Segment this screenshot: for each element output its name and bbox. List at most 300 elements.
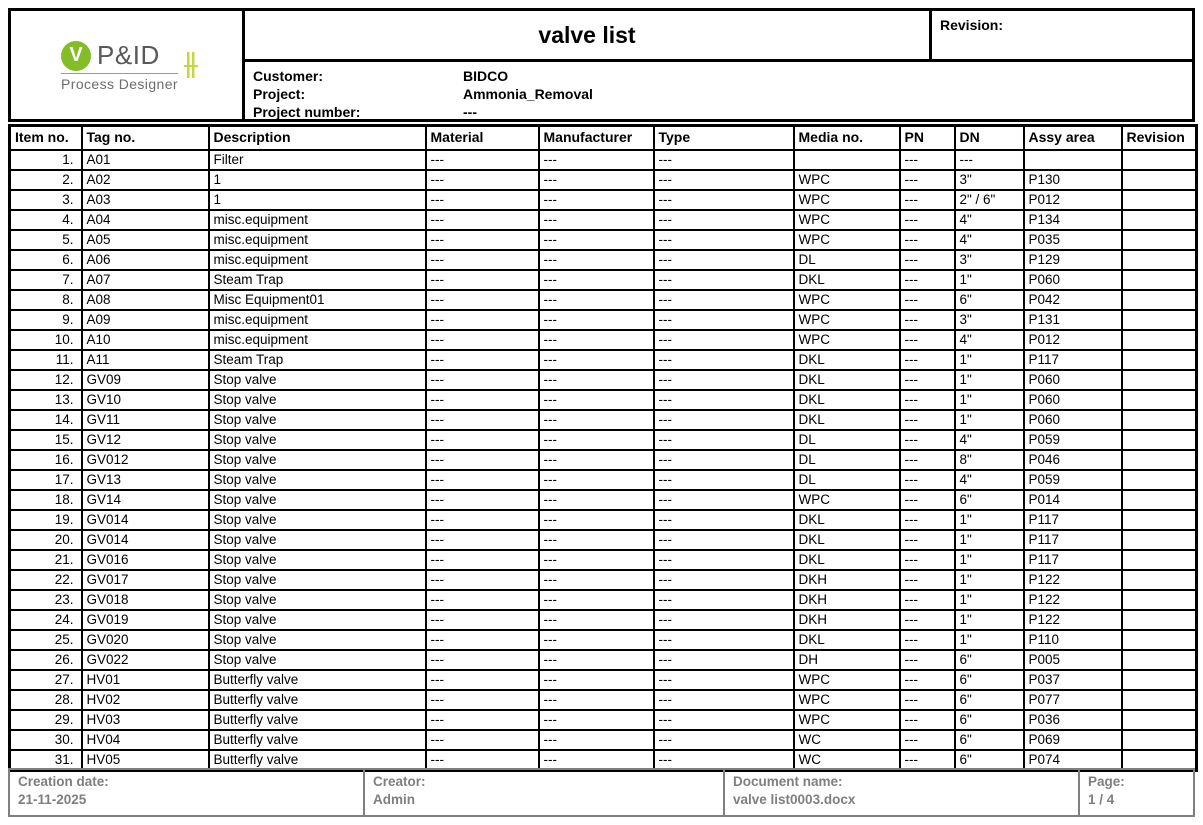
cell-item-no: 30. <box>10 730 82 750</box>
cell-item-no: 2. <box>10 170 82 190</box>
cell-description: Butterfly valve <box>209 670 426 690</box>
cell-media-no: WPC <box>794 210 900 230</box>
cell-dn: 6" <box>955 670 1024 690</box>
footer-cell <box>1078 770 1193 815</box>
cell-material: --- <box>426 490 539 510</box>
cell-pn: --- <box>900 470 955 490</box>
cell-assy-area: P037 <box>1024 670 1122 690</box>
cell-dn: 3" <box>955 310 1024 330</box>
cell-item-no: 28. <box>10 690 82 710</box>
cell-item-no: 21. <box>10 550 82 570</box>
cell-assy-area: P059 <box>1024 430 1122 450</box>
table-row <box>10 270 1197 290</box>
cell-pn: --- <box>900 690 955 710</box>
cell-type: --- <box>654 490 794 510</box>
table-row <box>10 190 1197 210</box>
table-row <box>10 570 1197 590</box>
table-row <box>10 370 1197 390</box>
cell-manufacturer: --- <box>539 390 654 410</box>
column-header: Description <box>209 126 426 150</box>
cell-revision <box>1122 470 1197 490</box>
cell-item-no: 29. <box>10 710 82 730</box>
project-info-line <box>253 85 1192 103</box>
table-row <box>10 390 1197 410</box>
cell-type: --- <box>654 430 794 450</box>
cell-manufacturer: --- <box>539 510 654 530</box>
cell-description: 1 <box>209 190 426 210</box>
cell-assy-area: P117 <box>1024 550 1122 570</box>
logo-v-circle-icon: V <box>61 41 91 71</box>
cell-type: --- <box>654 630 794 650</box>
cell-dn: 4" <box>955 430 1024 450</box>
cell-manufacturer: --- <box>539 190 654 210</box>
project-info-value: BIDCO <box>463 68 509 84</box>
cell-revision <box>1122 550 1197 570</box>
cell-assy-area: P060 <box>1024 390 1122 410</box>
cell-media-no: DKL <box>794 390 900 410</box>
cell-revision <box>1122 690 1197 710</box>
logo-subtitle: Process Designer <box>61 76 178 92</box>
cell-material: --- <box>426 270 539 290</box>
cell-material: --- <box>426 650 539 670</box>
cell-dn: 1" <box>955 550 1024 570</box>
cell-manufacturer: --- <box>539 630 654 650</box>
project-info-label: Project: <box>253 86 306 102</box>
cell-media-no: WPC <box>794 170 900 190</box>
cell-manufacturer: --- <box>539 670 654 690</box>
cell-media-no: WPC <box>794 690 900 710</box>
footer-cell <box>363 770 723 815</box>
cell-manufacturer: --- <box>539 570 654 590</box>
footer-cell <box>723 770 1078 815</box>
cell-dn: 6" <box>955 750 1024 771</box>
cell-item-no: 4. <box>10 210 82 230</box>
cell-tag-no: GV11 <box>82 410 209 430</box>
cell-item-no: 14. <box>10 410 82 430</box>
cell-material: --- <box>426 570 539 590</box>
cell-manufacturer: --- <box>539 370 654 390</box>
cell-assy-area: P130 <box>1024 170 1122 190</box>
cell-assy-area: P069 <box>1024 730 1122 750</box>
cell-description: Stop valve <box>209 590 426 610</box>
footer-value: valve list0003.docx <box>733 792 856 807</box>
column-header: DN <box>955 126 1024 150</box>
cell-revision <box>1122 710 1197 730</box>
cell-revision <box>1122 190 1197 210</box>
cell-media-no: WPC <box>794 490 900 510</box>
cell-media-no: DKH <box>794 590 900 610</box>
cell-revision <box>1122 210 1197 230</box>
cell-item-no: 3. <box>10 190 82 210</box>
cell-pn: --- <box>900 390 955 410</box>
cell-dn: 4" <box>955 210 1024 230</box>
table-row <box>10 650 1197 670</box>
cell-media-no: DKH <box>794 570 900 590</box>
cell-assy-area: P117 <box>1024 510 1122 530</box>
table-row <box>10 670 1197 690</box>
cell-revision <box>1122 370 1197 390</box>
cell-assy-area: P129 <box>1024 250 1122 270</box>
table-row <box>10 750 1197 771</box>
footer-label: Creation date: <box>18 774 109 789</box>
project-info-label: Customer: <box>253 68 324 84</box>
cell-assy-area: P035 <box>1024 230 1122 250</box>
cell-tag-no: A10 <box>82 330 209 350</box>
cell-manufacturer: --- <box>539 250 654 270</box>
cell-description: Stop valve <box>209 650 426 670</box>
cell-dn: 3" <box>955 250 1024 270</box>
cell-pn: --- <box>900 450 955 470</box>
cell-tag-no: A09 <box>82 310 209 330</box>
cell-description: misc.equipment <box>209 210 426 230</box>
table-row <box>10 470 1197 490</box>
cell-material: --- <box>426 430 539 450</box>
cell-dn: --- <box>955 150 1024 170</box>
cell-dn: 2" / 6" <box>955 190 1024 210</box>
table-row <box>10 710 1197 730</box>
cell-revision <box>1122 330 1197 350</box>
cell-material: --- <box>426 290 539 310</box>
cell-assy-area: P110 <box>1024 630 1122 650</box>
cell-pn: --- <box>900 650 955 670</box>
cell-revision <box>1122 570 1197 590</box>
cell-dn: 1" <box>955 630 1024 650</box>
table-row <box>10 250 1197 270</box>
cell-type: --- <box>654 370 794 390</box>
cell-type: --- <box>654 690 794 710</box>
cell-pn: --- <box>900 710 955 730</box>
cell-assy-area: P131 <box>1024 310 1122 330</box>
cell-description: Butterfly valve <box>209 710 426 730</box>
cell-description: Stop valve <box>209 510 426 530</box>
cell-type: --- <box>654 450 794 470</box>
column-header: Media no. <box>794 126 900 150</box>
cell-description: Stop valve <box>209 430 426 450</box>
cell-assy-area <box>1024 150 1122 170</box>
cell-revision <box>1122 290 1197 310</box>
cell-type: --- <box>654 210 794 230</box>
cell-manufacturer: --- <box>539 610 654 630</box>
cell-pn: --- <box>900 230 955 250</box>
cell-assy-area: P012 <box>1024 190 1122 210</box>
cell-item-no: 31. <box>10 750 82 771</box>
cell-description: Stop valve <box>209 470 426 490</box>
cell-item-no: 25. <box>10 630 82 650</box>
cell-manufacturer: --- <box>539 750 654 771</box>
cell-assy-area: P059 <box>1024 470 1122 490</box>
cell-description: Stop valve <box>209 390 426 410</box>
cell-item-no: 7. <box>10 270 82 290</box>
cell-media-no: WC <box>794 730 900 750</box>
cell-assy-area: P122 <box>1024 590 1122 610</box>
cell-material: --- <box>426 530 539 550</box>
cell-tag-no: A03 <box>82 190 209 210</box>
cell-material: --- <box>426 210 539 230</box>
table-row <box>10 510 1197 530</box>
cell-description: Butterfly valve <box>209 750 426 771</box>
cell-media-no: DKL <box>794 370 900 390</box>
cell-assy-area: P060 <box>1024 410 1122 430</box>
cell-media-no: DKL <box>794 350 900 370</box>
header-right <box>245 11 1192 121</box>
cell-tag-no: GV13 <box>82 470 209 490</box>
cell-tag-no: GV020 <box>82 630 209 650</box>
cell-pn: --- <box>900 730 955 750</box>
cell-manufacturer: --- <box>539 490 654 510</box>
cell-revision <box>1122 490 1197 510</box>
column-header: Material <box>426 126 539 150</box>
cell-dn: 1" <box>955 410 1024 430</box>
cell-material: --- <box>426 510 539 530</box>
cell-dn: 1" <box>955 530 1024 550</box>
cell-pn: --- <box>900 210 955 230</box>
cell-item-no: 24. <box>10 610 82 630</box>
cell-assy-area: P046 <box>1024 450 1122 470</box>
cell-description: misc.equipment <box>209 230 426 250</box>
table-row <box>10 330 1197 350</box>
cell-dn: 6" <box>955 490 1024 510</box>
column-header: Type <box>654 126 794 150</box>
cell-tag-no: A08 <box>82 290 209 310</box>
cell-revision <box>1122 170 1197 190</box>
cell-dn: 1" <box>955 370 1024 390</box>
cell-revision <box>1122 250 1197 270</box>
cell-tag-no: A05 <box>82 230 209 250</box>
cell-media-no: DL <box>794 430 900 450</box>
cell-type: --- <box>654 510 794 530</box>
cell-pn: --- <box>900 370 955 390</box>
cell-material: --- <box>426 450 539 470</box>
cell-description: Misc Equipment01 <box>209 290 426 310</box>
cell-description: Stop valve <box>209 530 426 550</box>
cell-item-no: 15. <box>10 430 82 450</box>
cell-description: Stop valve <box>209 410 426 430</box>
revision-label: Revision: <box>929 11 1192 59</box>
cell-description: Stop valve <box>209 450 426 470</box>
footer-cell <box>10 770 363 815</box>
cell-material: --- <box>426 330 539 350</box>
valve-table-wrap <box>8 124 1195 772</box>
cell-pn: --- <box>900 310 955 330</box>
cell-item-no: 19. <box>10 510 82 530</box>
cell-type: --- <box>654 230 794 250</box>
cell-media-no: DKL <box>794 530 900 550</box>
cell-assy-area: P134 <box>1024 210 1122 230</box>
cell-assy-area: P122 <box>1024 610 1122 630</box>
cell-manufacturer: --- <box>539 430 654 450</box>
cell-revision <box>1122 350 1197 370</box>
cell-material: --- <box>426 610 539 630</box>
project-info-line <box>253 103 1192 121</box>
cell-media-no: WPC <box>794 310 900 330</box>
valve-table-body <box>10 150 1197 771</box>
cell-media-no: DKL <box>794 410 900 430</box>
cell-description: Stop valve <box>209 370 426 390</box>
cell-assy-area: P117 <box>1024 350 1122 370</box>
cell-material: --- <box>426 750 539 771</box>
cell-type: --- <box>654 170 794 190</box>
cell-item-no: 5. <box>10 230 82 250</box>
table-row <box>10 310 1197 330</box>
cell-description: Stop valve <box>209 630 426 650</box>
cell-tag-no: GV014 <box>82 530 209 550</box>
cell-material: --- <box>426 670 539 690</box>
cell-pn: --- <box>900 330 955 350</box>
cell-tag-no: HV03 <box>82 710 209 730</box>
cell-material: --- <box>426 470 539 490</box>
column-header: Item no. <box>10 126 82 150</box>
cell-dn: 3" <box>955 170 1024 190</box>
cell-manufacturer: --- <box>539 310 654 330</box>
cell-dn: 6" <box>955 650 1024 670</box>
cell-description: misc.equipment <box>209 330 426 350</box>
cell-item-no: 6. <box>10 250 82 270</box>
cell-description: misc.equipment <box>209 310 426 330</box>
cell-item-no: 16. <box>10 450 82 470</box>
footer-value: Admin <box>373 792 415 807</box>
cell-item-no: 22. <box>10 570 82 590</box>
cell-type: --- <box>654 330 794 350</box>
cell-revision <box>1122 450 1197 470</box>
cell-manufacturer: --- <box>539 470 654 490</box>
cell-media-no: WC <box>794 750 900 771</box>
table-row <box>10 230 1197 250</box>
cell-pn: --- <box>900 670 955 690</box>
cell-type: --- <box>654 270 794 290</box>
cell-material: --- <box>426 310 539 330</box>
cell-material: --- <box>426 350 539 370</box>
cell-tag-no: GV10 <box>82 390 209 410</box>
cell-revision <box>1122 670 1197 690</box>
cell-manufacturer: --- <box>539 350 654 370</box>
cell-revision <box>1122 230 1197 250</box>
cell-tag-no: GV09 <box>82 370 209 390</box>
cell-material: --- <box>426 390 539 410</box>
cell-assy-area: P014 <box>1024 490 1122 510</box>
cell-tag-no: GV014 <box>82 510 209 530</box>
column-header: Assy area <box>1024 126 1122 150</box>
project-info-label: Project number: <box>253 104 361 120</box>
cell-manufacturer: --- <box>539 150 654 170</box>
cell-type: --- <box>654 610 794 630</box>
cell-item-no: 13. <box>10 390 82 410</box>
cell-tag-no: A07 <box>82 270 209 290</box>
cell-description: misc.equipment <box>209 250 426 270</box>
cell-manufacturer: --- <box>539 730 654 750</box>
cell-description: Stop valve <box>209 610 426 630</box>
cell-manufacturer: --- <box>539 550 654 570</box>
cell-item-no: 11. <box>10 350 82 370</box>
cell-tag-no: A01 <box>82 150 209 170</box>
header-title-row <box>245 11 1192 62</box>
cell-revision <box>1122 730 1197 750</box>
cell-pn: --- <box>900 410 955 430</box>
cell-pn: --- <box>900 590 955 610</box>
cell-pn: --- <box>900 250 955 270</box>
cell-material: --- <box>426 690 539 710</box>
valve-table <box>8 124 1198 772</box>
column-header: Manufacturer <box>539 126 654 150</box>
footer-label: Document name: <box>733 774 843 789</box>
cell-media-no: DH <box>794 650 900 670</box>
cell-tag-no: GV012 <box>82 450 209 470</box>
table-row <box>10 610 1197 630</box>
table-row <box>10 150 1197 170</box>
project-info-block <box>245 62 1192 121</box>
cell-manufacturer: --- <box>539 230 654 250</box>
cell-media-no: WPC <box>794 230 900 250</box>
cell-tag-no: A02 <box>82 170 209 190</box>
cell-material: --- <box>426 370 539 390</box>
cell-media-no: DKL <box>794 510 900 530</box>
cell-item-no: 20. <box>10 530 82 550</box>
cell-dn: 6" <box>955 690 1024 710</box>
logo-top-row <box>61 40 178 74</box>
cell-material: --- <box>426 150 539 170</box>
cell-type: --- <box>654 190 794 210</box>
table-row <box>10 410 1197 430</box>
cell-dn: 1" <box>955 510 1024 530</box>
cell-manufacturer: --- <box>539 210 654 230</box>
cell-type: --- <box>654 290 794 310</box>
cell-media-no: WPC <box>794 190 900 210</box>
cell-material: --- <box>426 590 539 610</box>
cell-type: --- <box>654 650 794 670</box>
cell-media-no: WPC <box>794 670 900 690</box>
cell-manufacturer: --- <box>539 290 654 310</box>
cell-tag-no: GV022 <box>82 650 209 670</box>
cell-media-no: DKL <box>794 630 900 650</box>
cell-manufacturer: --- <box>539 690 654 710</box>
cell-material: --- <box>426 250 539 270</box>
cell-pn: --- <box>900 750 955 771</box>
cell-type: --- <box>654 530 794 550</box>
cell-item-no: 1. <box>10 150 82 170</box>
cell-description: Stop valve <box>209 490 426 510</box>
cell-description: 1 <box>209 170 426 190</box>
cell-pn: --- <box>900 630 955 650</box>
cell-tag-no: GV018 <box>82 590 209 610</box>
cell-type: --- <box>654 350 794 370</box>
cell-pn: --- <box>900 190 955 210</box>
table-row <box>10 630 1197 650</box>
cell-revision <box>1122 150 1197 170</box>
cell-revision <box>1122 630 1197 650</box>
cell-pn: --- <box>900 350 955 370</box>
table-row <box>10 590 1197 610</box>
cell-dn: 1" <box>955 390 1024 410</box>
table-row <box>10 490 1197 510</box>
cell-revision <box>1122 390 1197 410</box>
cell-pn: --- <box>900 550 955 570</box>
cell-tag-no: GV12 <box>82 430 209 450</box>
cell-dn: 1" <box>955 570 1024 590</box>
cell-manufacturer: --- <box>539 590 654 610</box>
cell-tag-no: GV14 <box>82 490 209 510</box>
cell-manufacturer: --- <box>539 710 654 730</box>
cell-item-no: 8. <box>10 290 82 310</box>
cell-item-no: 17. <box>10 470 82 490</box>
table-row <box>10 350 1197 370</box>
cell-revision <box>1122 310 1197 330</box>
cell-material: --- <box>426 710 539 730</box>
footer-value: 21-11-2025 <box>18 792 87 807</box>
cell-tag-no: HV04 <box>82 730 209 750</box>
cell-dn: 8" <box>955 450 1024 470</box>
cell-type: --- <box>654 310 794 330</box>
cell-assy-area: P012 <box>1024 330 1122 350</box>
cell-media-no: DKH <box>794 610 900 630</box>
